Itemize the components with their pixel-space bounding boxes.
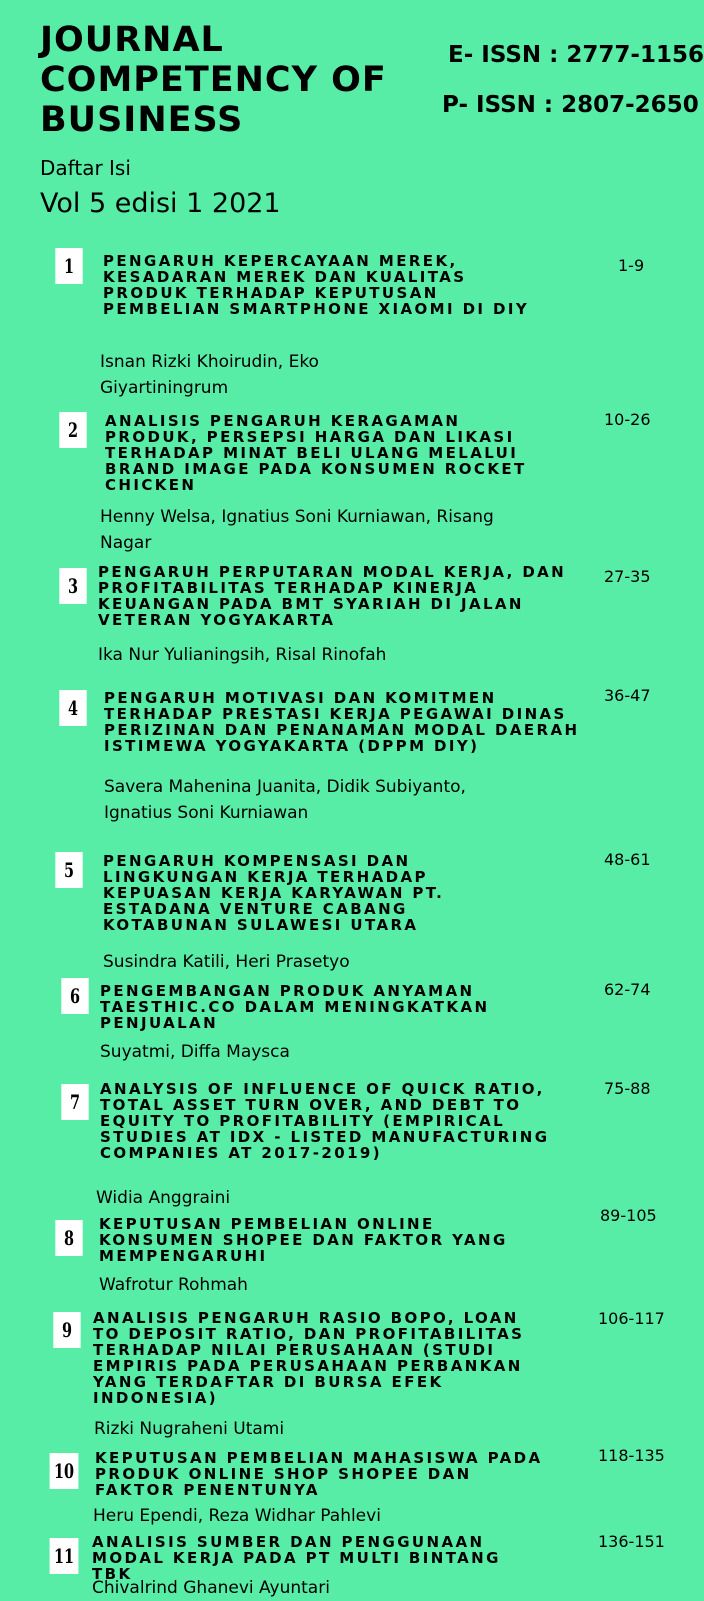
article-title[interactable]: PENGARUH KEPERCAYAAN MEREK, KESADARAN MEREK DAN KUALITAS PRODUK TERHADAP KEPUTUSAN PEMBELIAN SMARTPHONE XIAOMI DI DIY xyxy=(103,252,530,318)
journal-title: JOURNAL COMPETENCY OF BUSINESS xyxy=(40,20,387,140)
article-authors: Heru Ependi, Reza Widhar Pahlevi xyxy=(93,1506,381,1526)
article-number: 8 xyxy=(55,1220,82,1256)
article-pages: 118-135 xyxy=(598,1446,665,1465)
article-authors: Savera Mahenina Juanita, Didik Subiyanto, Ignatius Soni Kurniawan xyxy=(104,777,466,823)
article-pages: 62-74 xyxy=(604,980,651,999)
article-title[interactable]: PENGARUH MOTIVASI DAN KOMITMEN TERHADAP PRESTASI KERJA PEGAWAI DINAS PERIZINAN DAN PENANAMAN MODAL DAERAH ISTIMEWA YOGYAKARTA (DPPM DIY) xyxy=(104,689,580,755)
article-pages: 1-9 xyxy=(618,256,645,275)
article-number: 1 xyxy=(55,248,82,284)
article-number: 10 xyxy=(50,1453,79,1489)
article-title[interactable]: ANALISIS PENGARUH RASIO BOPO, LOAN TO DEPOSIT RATIO, DAN PROFITABILITAS TERHADAP NILAI PERUSAHAAN (STUDI EMPIRIS PADA PERUSAHAAN PERBANKAN YANG TERDAFTAR DI BURSA EFEK INDONESIA) xyxy=(93,1309,525,1407)
article-authors: Susindra Katili, Heri Prasetyo xyxy=(103,952,350,972)
article-number: 6 xyxy=(61,978,88,1014)
article-authors: Suyatmi, Diffa Maysca xyxy=(100,1042,290,1062)
article-authors: Ika Nur Yulianingsih, Risal Rinofah xyxy=(98,645,387,665)
article-pages: 136-151 xyxy=(598,1532,665,1551)
article-number: 5 xyxy=(55,852,82,888)
article-pages: 75-88 xyxy=(604,1079,651,1098)
article-title[interactable]: PENGARUH PERPUTARAN MODAL KERJA, DAN PROFITABILITAS TERHADAP KINERJA KEUANGAN PADA BMT SYARIAH DI JALAN VETERAN YOGYAKARTA xyxy=(98,563,567,629)
article-number: 9 xyxy=(53,1312,80,1348)
article-pages: 10-26 xyxy=(604,410,651,429)
toc-label: Daftar Isi xyxy=(40,156,131,180)
article-pages: 48-61 xyxy=(604,850,651,869)
article-title[interactable]: ANALISIS SUMBER DAN PENGGUNAAN MODAL KERJA PADA PT MULTI BINTANG TBK xyxy=(92,1533,501,1583)
article-title[interactable]: KEPUTUSAN PEMBELIAN MAHASISWA PADA PRODUK ONLINE SHOP SHOPEE DAN FAKTOR PENENTUNYA xyxy=(95,1449,543,1499)
article-authors: Chivalrind Ghanevi Ayuntari xyxy=(92,1578,330,1598)
article-title[interactable]: KEPUTUSAN PEMBELIAN ONLINE KONSUMEN SHOPEE DAN FAKTOR YANG MEMPENGARUHI xyxy=(99,1215,508,1265)
article-title[interactable]: ANALISIS PENGARUH KERAGAMAN PRODUK, PERSEPSI HARGA DAN LIKASI TERHADAP MINAT BELI ULANG MELALUI BRAND IMAGE PADA KONSUMEN ROCKET CHICKEN xyxy=(105,412,527,494)
article-number: 7 xyxy=(61,1084,88,1120)
article-title[interactable]: PENGARUH KOMPENSASI DAN LINGKUNGAN KERJA TERHADAP KEPUASAN KERJA KARYAWAN PT. ESTADANA VENTURE CABANG KOTABUNAN SULAWESI UTARA xyxy=(103,852,445,934)
article-number: 2 xyxy=(59,412,86,448)
article-authors: Wafrotur Rohmah xyxy=(99,1275,248,1295)
article-title[interactable]: PENGEMBANGAN PRODUK ANYAMAN TAESTHIC.CO DALAM MENINGKATKAN PENJUALAN xyxy=(100,982,490,1032)
article-title[interactable]: ANALYSIS OF INFLUENCE OF QUICK RATIO, TOTAL ASSET TURN OVER, AND DEBT TO EQUITY TO PROFITABILITY (EMPIRICAL STUDIES AT IDX - LISTED MANUFACTURING COMPANIES AT 2017-2019) xyxy=(100,1080,550,1162)
article-pages: 89-105 xyxy=(600,1206,657,1225)
volume-label: Vol 5 edisi 1 2021 xyxy=(40,188,281,219)
article-number: 4 xyxy=(59,690,86,726)
article-authors: Isnan Rizki Khoirudin, Eko Giyartiningrum xyxy=(100,352,319,398)
article-authors: Rizki Nugraheni Utami xyxy=(94,1419,285,1439)
e-issn: E- ISSN : 2777-1156 xyxy=(448,42,704,68)
article-authors: Widia Anggraini xyxy=(96,1188,231,1208)
article-pages: 106-117 xyxy=(598,1309,665,1328)
p-issn: P- ISSN : 2807-2650 xyxy=(442,92,699,118)
article-pages: 36-47 xyxy=(604,686,651,705)
article-authors: Henny Welsa, Ignatius Soni Kurniawan, Risang Nagar xyxy=(100,507,494,553)
article-number: 3 xyxy=(59,568,86,604)
article-pages: 27-35 xyxy=(604,567,651,586)
article-number: 11 xyxy=(50,1538,79,1574)
